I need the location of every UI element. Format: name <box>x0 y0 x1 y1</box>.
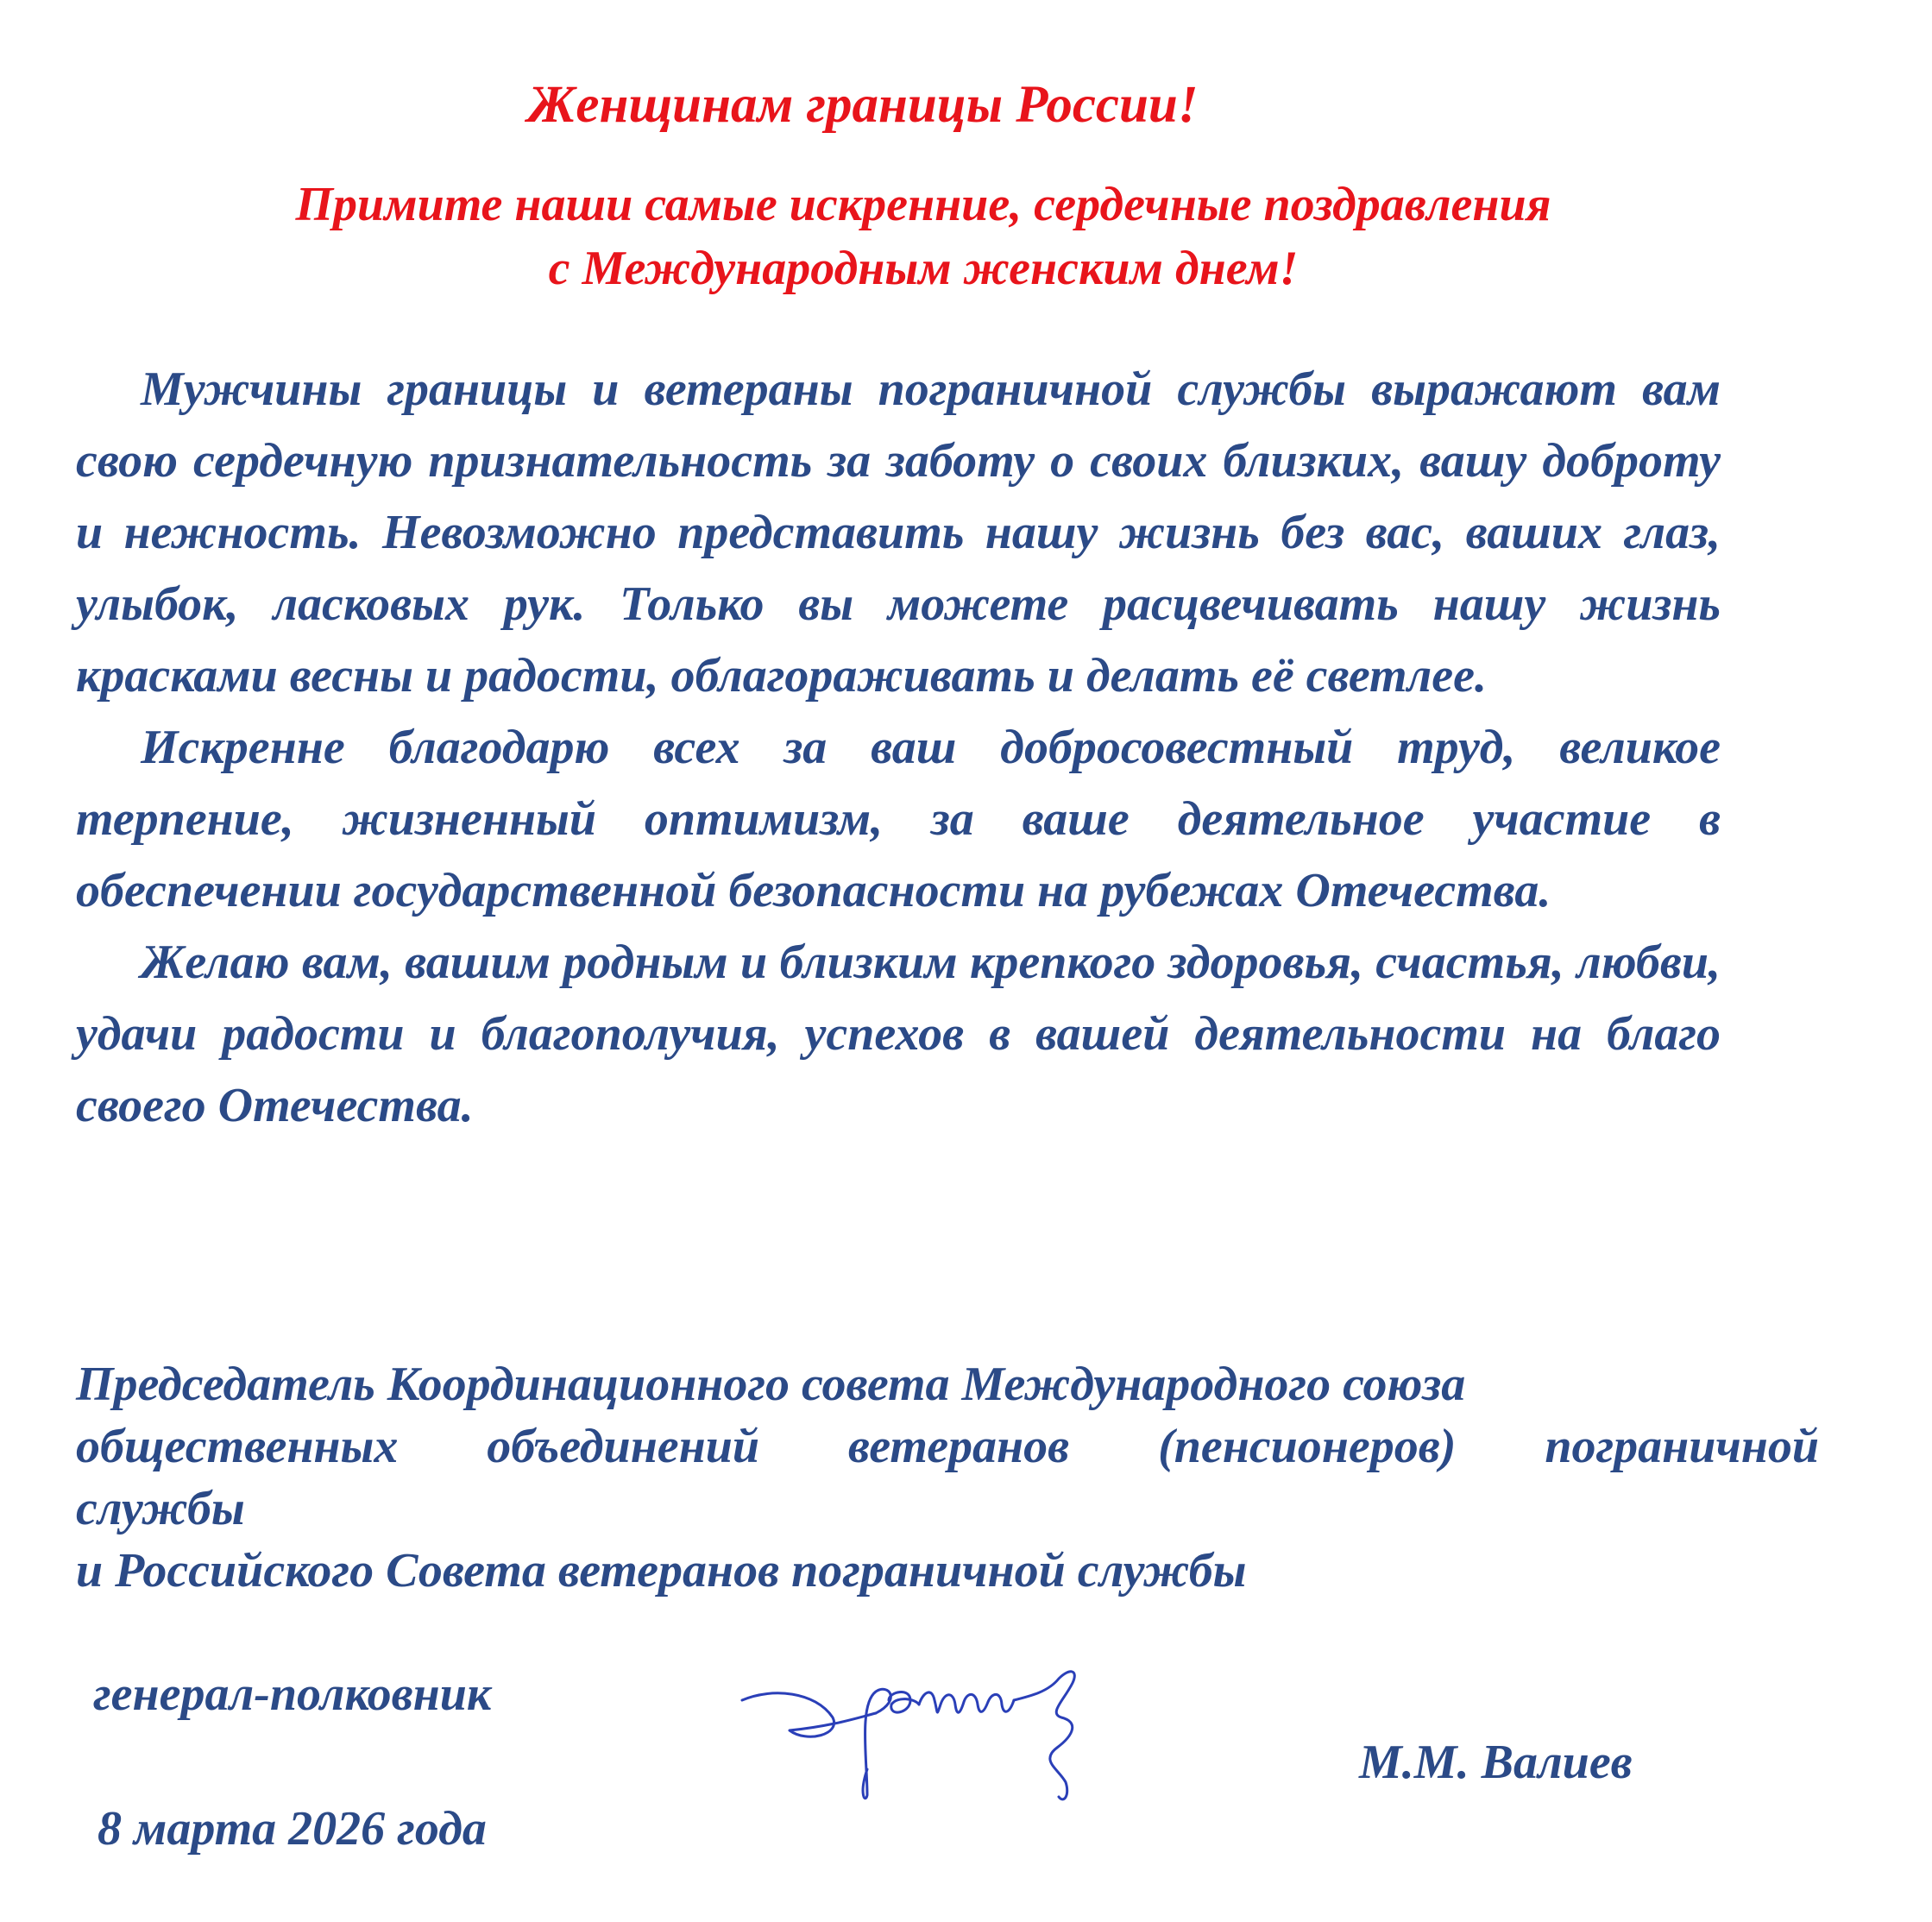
handwritten-signature <box>738 1666 1152 1812</box>
letter-title: Женщинам границы России! <box>527 76 1199 134</box>
position-line-3: службы <box>76 1482 245 1535</box>
body-paragraph-3: Желаю вам, вашим родным и близким крепкого здоровья, счастья, любви, удачи радости и благополучия, успехов в вашей деятельности на благо своего Отечества. <box>76 936 1721 1132</box>
position-line-1: Председатель Координационного совета Международного союза <box>76 1358 1466 1411</box>
position-line-2: общественных объединений ветеранов (пенсионеров) пограничной <box>76 1420 1819 1473</box>
position-line-4: и Российского Совета ветеранов пограничной службы <box>76 1544 1247 1597</box>
letter-date: 8 марта 2026 года <box>98 1802 487 1856</box>
greeting-heading <box>52 173 1795 300</box>
greeting-line-2: с Международным женским днем! <box>548 242 1299 295</box>
greeting-line-1: Примите наши самые искренние, сердечные поздравления <box>295 178 1551 231</box>
body-paragraph-2: Искренне благодарю всех за ваш добросовестный труд, великое терпение, жизненный оптимизм, за ваше деятельное участие в обеспечении государственной безопасности на рубежах Отечества. <box>76 721 1721 917</box>
body-paragraph-1: Мужчины границы и ветераны пограничной службы выражают вам свою сердечную признательность за заботу о своих близких, вашу доброту и нежность. Невозможно представить нашу жизнь без вас, ваших глаз, улыбок, ласковых рук. Только вы можете расцвечивать нашу жизнь красками весны и радости, облагораживать и делать её светлее. <box>76 362 1721 703</box>
signatory-name: М.М. Валиев <box>1359 1736 1633 1789</box>
signatory-rank: генерал-полковник <box>93 1667 492 1721</box>
signatory-position <box>76 1353 1819 1602</box>
letter-body <box>76 354 1721 1142</box>
